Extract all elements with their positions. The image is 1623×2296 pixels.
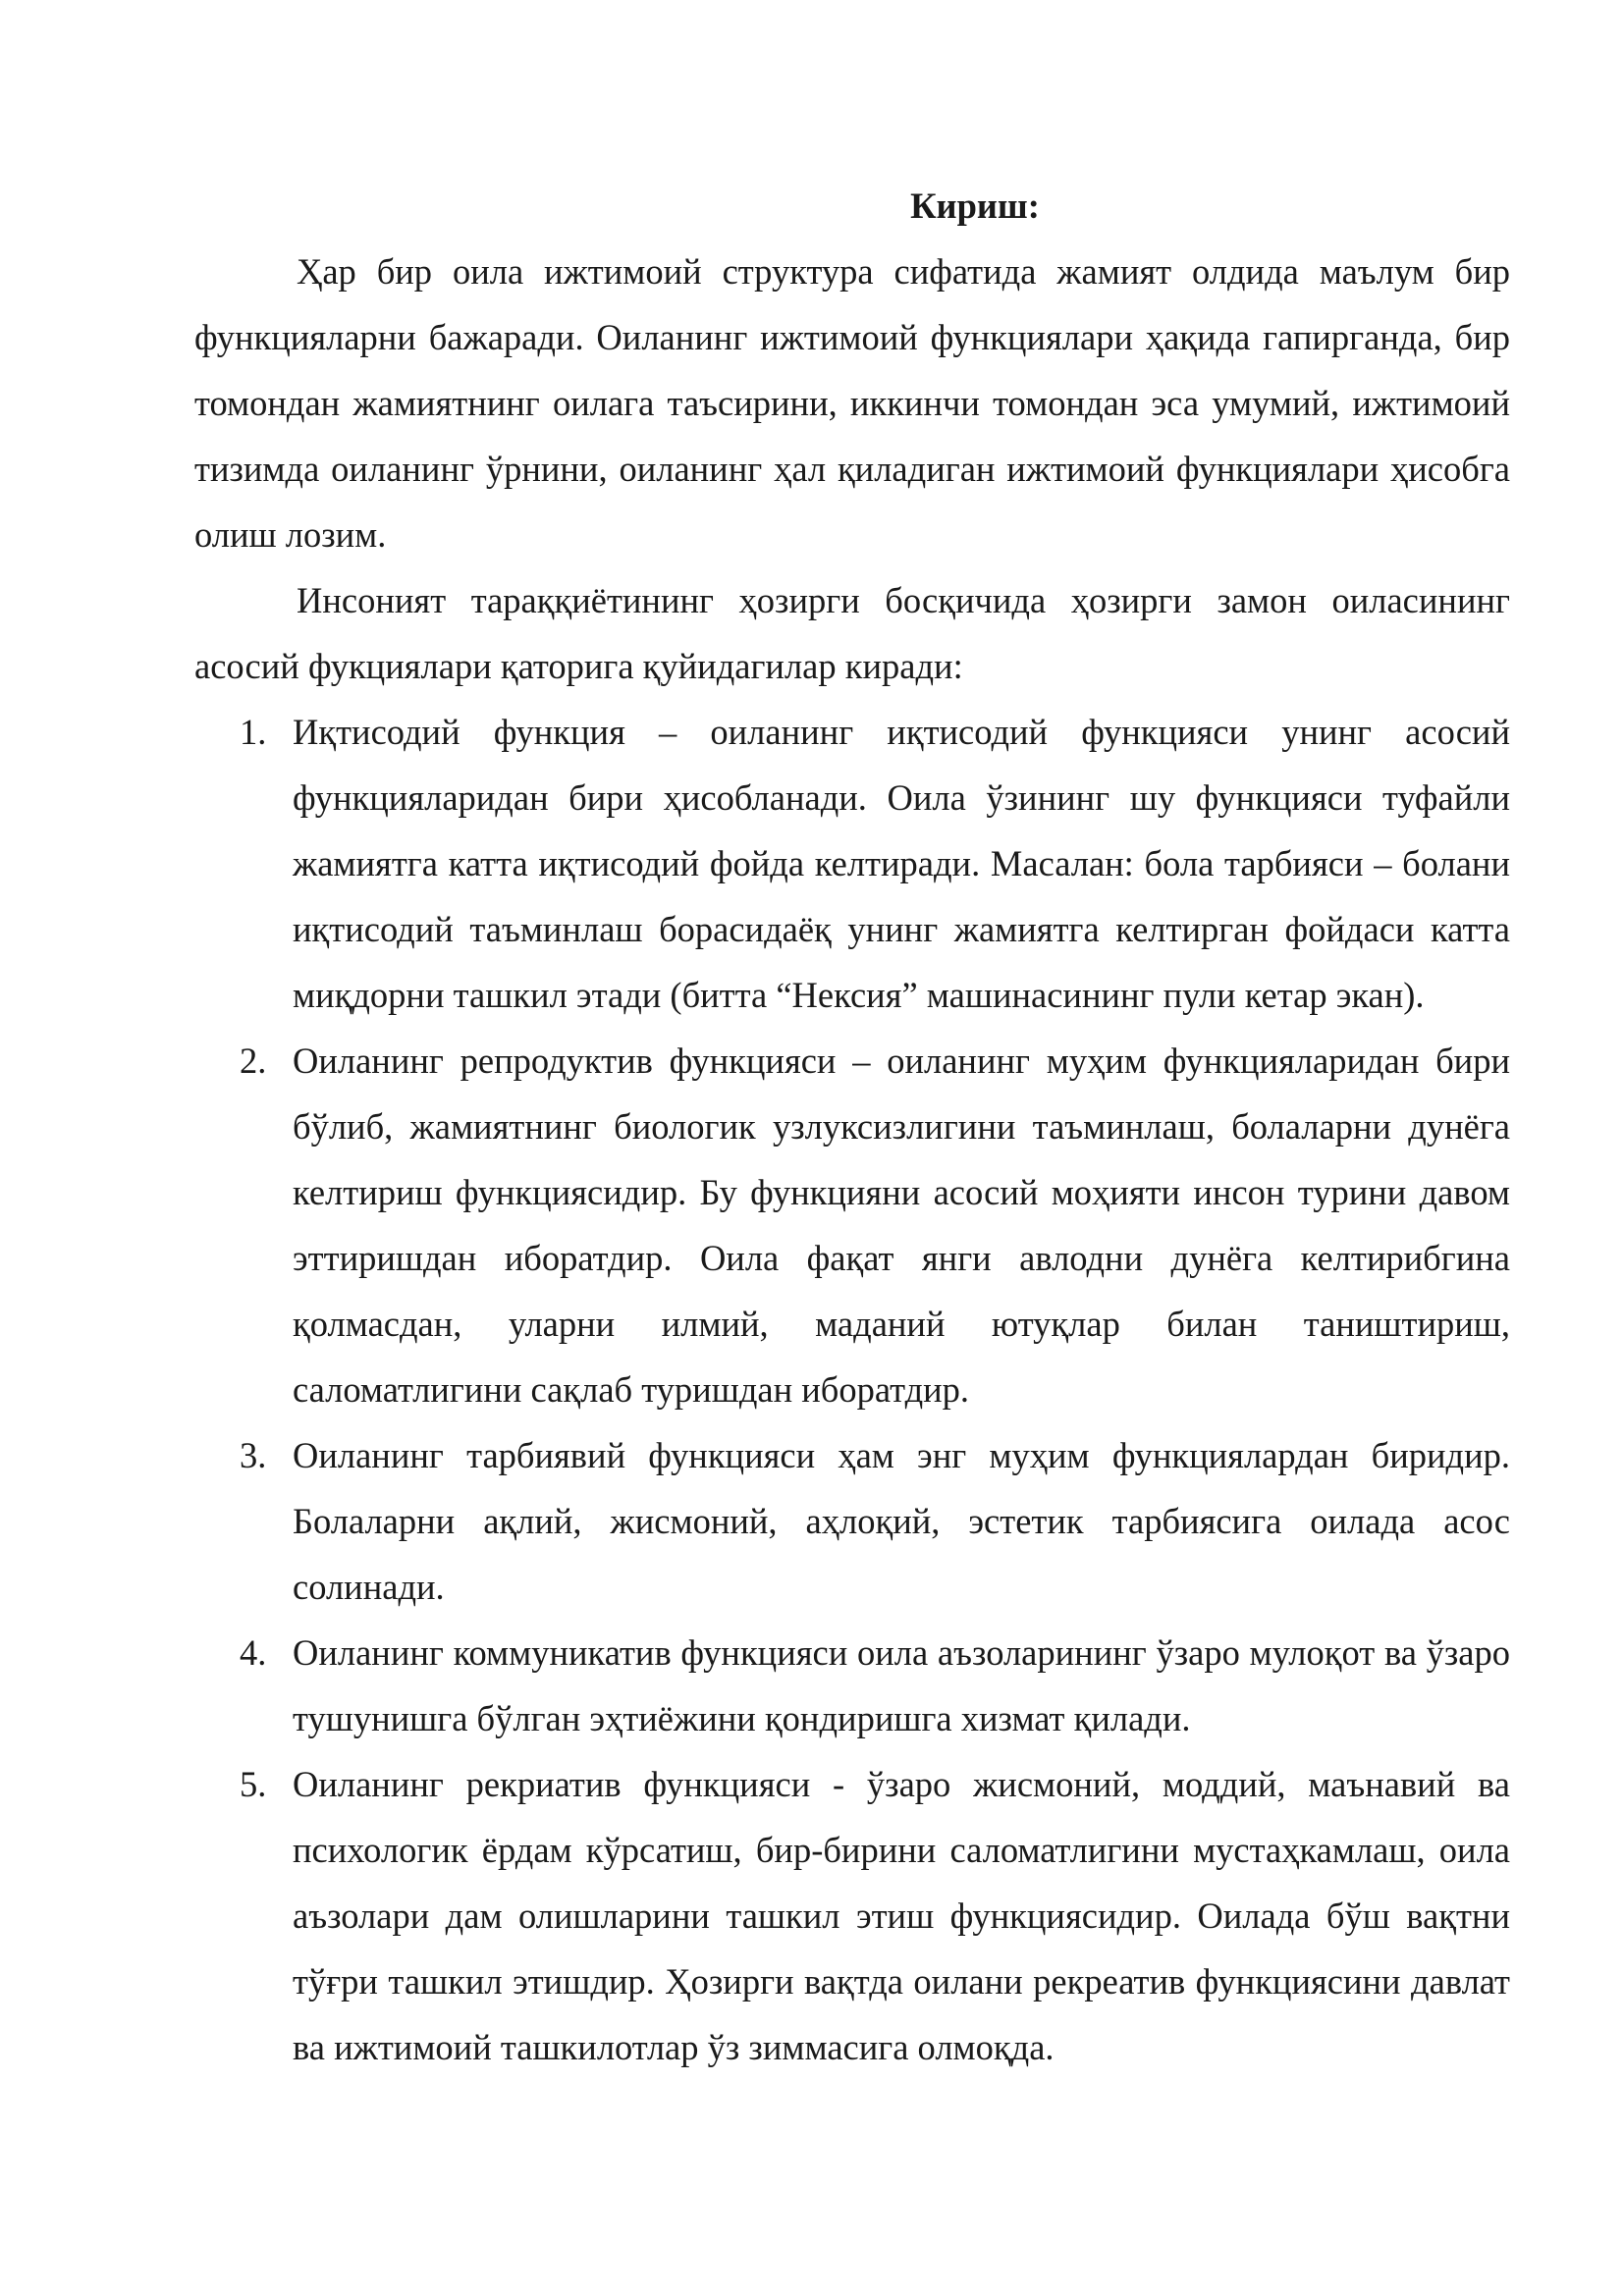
list-item [194, 1028, 1510, 1422]
list-item-text: Оиланинг тарбиявий функцияси ҳам энг муҳим функциялардан биридир. Болаларни ақлий, жисмоний, аҳлоқий, эстетик тарбиясига оилада асос солинади. [293, 1435, 1510, 1607]
list-item-number: 1. [240, 712, 267, 752]
list-item-text: Оиланинг коммуникатив функцияси оила аъзоларининг ўзаро мулоқот ва ўзаро тушунишга бўлган эҳтиёжини қондиришга хизмат қилади. [293, 1632, 1510, 1738]
list-item-text: Оиланинг репродуктив функцияси – оиланинг муҳим функцияларидан бири бўлиб, жамиятнинг биологик узлуксизлигини таъминлаш, болаларни дунёга келтириш функциясидир. Бу функцияни асосий моҳияти инсон турини давом эттиришдан иборатдир. Оила фақат янги авлодни дунёга келтирибгина қолмасдан, уларни илмий, маданий ютуқлар билан таништириш, саломатлигини сақлаб туришдан иборатдир. [293, 1041, 1510, 1410]
list-item-number: 4. [240, 1632, 267, 1673]
list-item-number: 2. [240, 1041, 267, 1081]
functions-list [194, 699, 1510, 2080]
paragraph-functions-lead: Инсоният тараққиётининг ҳозирги босқичида ҳозирги замон оиласининг асосий фукциялари қаторига қуйидагилар киради: [194, 580, 1510, 686]
list-item-text: Иқтисодий функция – оиланинг иқтисодий функцияси унинг асосий функцияларидан бири ҳисобланади. Оила ўзининг шу функцияси туфайли жамиятга катта иқтисодий фойда келтиради. Масалан: бола тарбияси – болани иқтисодий таъминлаш борасидаёқ унинг жамиятга келтирган фойдаси катта миқдорни ташкил этади (битта “Нексия” машинасининг пули кетар экан). [293, 712, 1510, 1015]
list-item-number: 5. [240, 1764, 267, 1804]
list-item [194, 699, 1510, 1028]
list-item [194, 1422, 1510, 1620]
list-item [194, 1620, 1510, 1751]
list-item [194, 1751, 1510, 2080]
list-item-text: Оиланинг рекриатив функцияси - ўзаро жисмоний, моддий, маънавий ва психологик ёрдам кўрсатиш, бир-бирини саломатлигини мустаҳкамлаш, оила аъзолари дам олишларини ташкил этиш функциясидир. Оилада бўш вақтни тўғри ташкил этишдир. Ҳозирги вақтда оилани рекреатив функциясини давлат ва ижтимоий ташкилотлар ўз зиммасига олмоқда. [293, 1764, 1510, 2067]
paragraph-intro: Ҳар бир оила ижтимоий структура сифатида жамият олдида маълум бир функцияларни бажаради. Оиланинг ижтимоий функциялари ҳақида гапирганда, бир томондан жамиятнинг оилага таъсирини, иккинчи томондан эса умумий, ижтимоий тизимда оиланинг ўрнини, оиланинг ҳал қиладиган ижтимоий функциялари ҳисобга олиш лозим. [194, 251, 1510, 555]
document-page [194, 173, 1510, 2080]
list-item-number: 3. [240, 1435, 267, 1475]
page-title: Кириш: [910, 186, 1040, 226]
